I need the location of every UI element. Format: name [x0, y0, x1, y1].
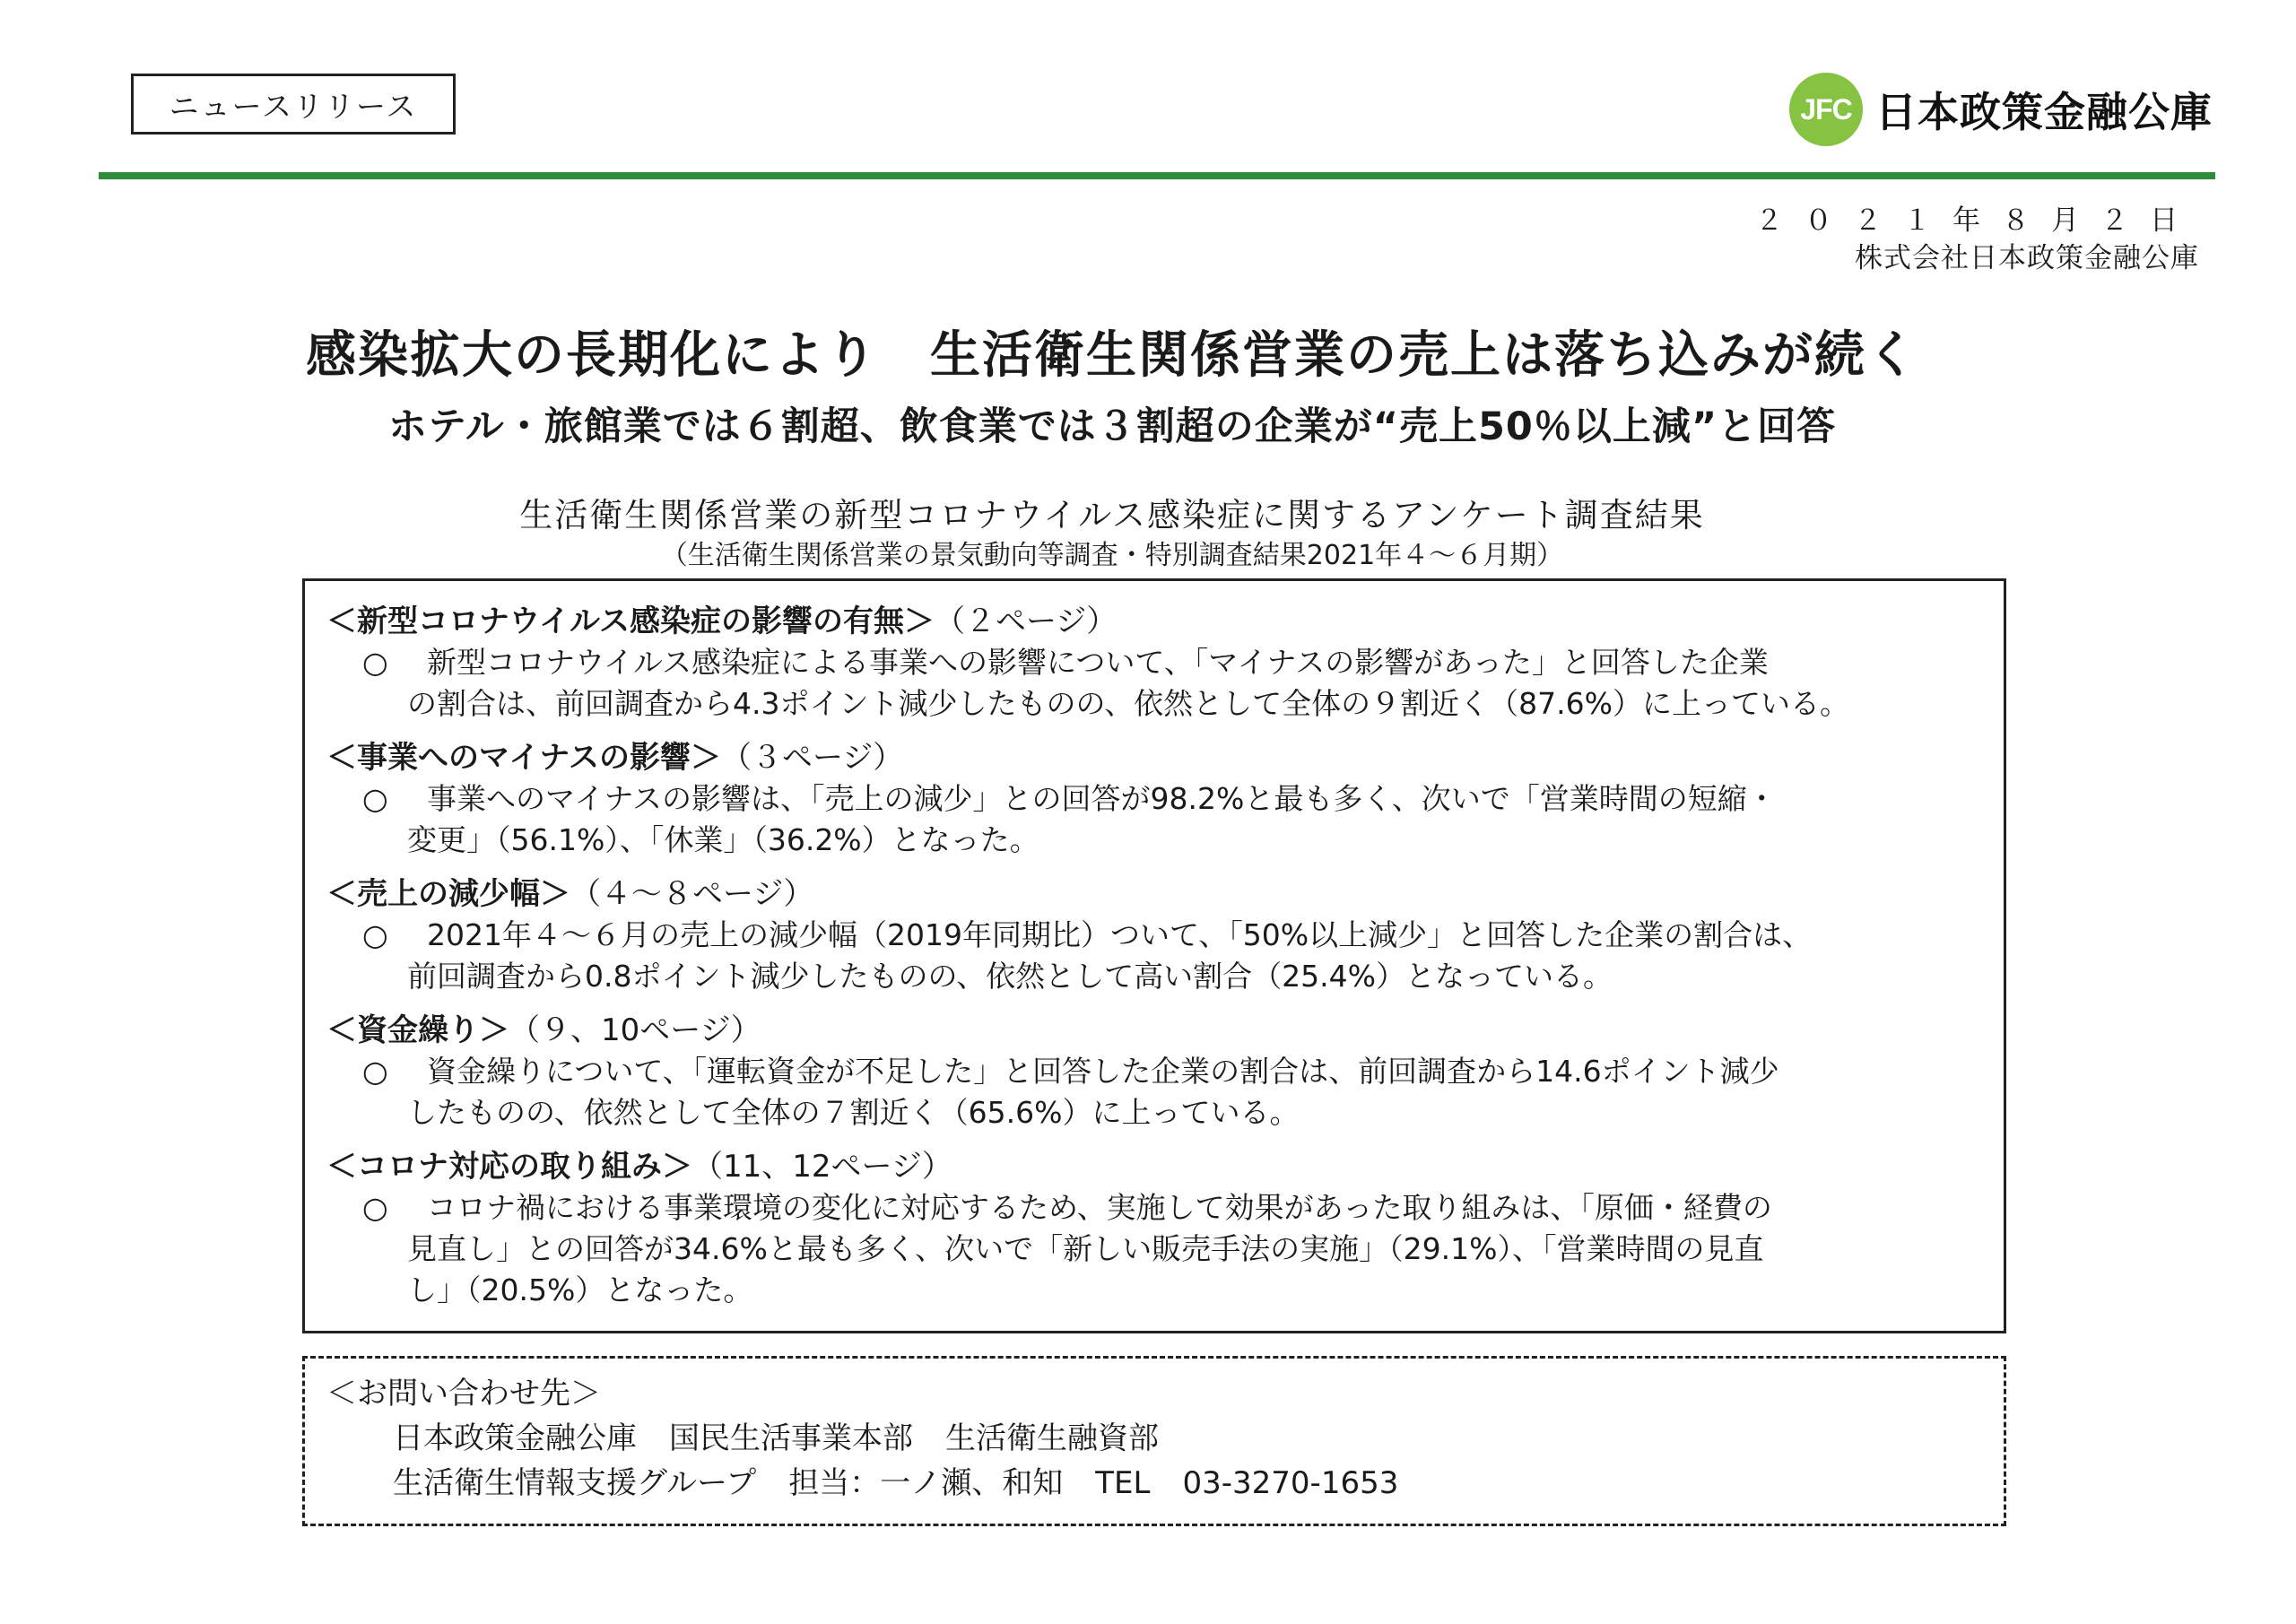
bullet-icon: ○	[362, 1054, 388, 1089]
contact-tel-label: TEL	[1095, 1465, 1151, 1501]
section-line-text: 事業へのマイナスの影響は、「売上の減少」との回答が98.2%と最も多く、次いで「営業時間の短縮・	[427, 781, 1777, 816]
section-heading	[326, 1146, 1986, 1187]
section-title: ＜資金繰り＞	[326, 1012, 509, 1048]
section-body	[326, 642, 1986, 725]
header-divider	[99, 172, 2215, 179]
section-title: ＜事業へのマイナスの影響＞	[326, 740, 721, 776]
news-release-label: ニュースリリース	[169, 88, 418, 124]
survey-subtitle: （生活衛生関係営業の景気動向等調査・特別調査結果2021年４～６月期）	[660, 540, 1564, 571]
section-heading	[326, 601, 1986, 642]
subheadline: ホテル・旅館業では６割超、飲食業では３割超の企業が“売上50％以上減”と回答	[387, 404, 1837, 449]
section-line	[362, 778, 1986, 820]
section-covid-impact	[326, 601, 1986, 725]
section-line: 変更」（56.1%）、「休業」（36.2%）となった。	[407, 822, 1039, 857]
section-line	[362, 1051, 1986, 1092]
section-line-text: コロナ禍における事業環境の変化に対応するため、実施して効果があった取り組みは、「原価・経費の	[427, 1190, 1772, 1225]
contact-box	[302, 1356, 2006, 1526]
section-heading	[326, 737, 1986, 778]
section-body	[326, 915, 1986, 997]
section-cash-flow	[326, 1010, 1986, 1133]
section-line-text: 2021年４～６月の売上の減少幅（2019年同期比）ついて、「50%以上減少」と回答した企業の割合は、	[427, 917, 1813, 952]
bullet-icon: ○	[362, 1190, 388, 1225]
section-title: ＜新型コロナウイルス感染症の影響の有無＞	[326, 604, 935, 639]
section-line: の割合は、前回調査から4.3ポイント減少したものの、依然として全体の９割近く（87.6%）に上っている。	[407, 686, 1849, 721]
contact-org: 日本政策金融公庫	[393, 1420, 637, 1456]
section-pages: （11、12ページ）	[692, 1149, 952, 1185]
jfc-logo-mark	[1789, 73, 1863, 146]
section-title: ＜コロナ対応の取り組み＞	[326, 1149, 692, 1185]
summary-box	[302, 578, 2006, 1333]
bullet-icon: ○	[362, 645, 388, 680]
news-release-tag	[131, 74, 456, 135]
section-line	[362, 1187, 1986, 1229]
issuer-name: 株式会社日本政策金融公庫	[1855, 242, 2199, 274]
section-pages: （４～８ページ）	[570, 876, 814, 912]
bullet-icon: ○	[362, 917, 388, 952]
section-line: 前回調査から0.8ポイント減少したものの、依然として高い割合（25.4%）となっている。	[407, 959, 1613, 994]
section-pages: （９、10ページ）	[509, 1012, 761, 1048]
jfc-logo	[1789, 74, 2213, 145]
survey-title: 生活衛生関係営業の新型コロナウイルス感染症に関するアンケート調査結果	[519, 496, 1705, 534]
section-line: したものの、依然として全体の７割近く（65.6%）に上っている。	[407, 1095, 1300, 1130]
section-heading	[326, 873, 1986, 915]
section-body	[326, 1051, 1986, 1133]
section-line	[362, 642, 1986, 683]
section-pages: （３ページ）	[720, 740, 904, 776]
jfc-logo-mark-text: JFC	[1800, 92, 1852, 126]
contact-person-line	[326, 1461, 1982, 1506]
section-line-text: 資金繰りについて、「運転資金が不足した」と回答した企業の割合は、前回調査から14.6ポイント減少	[427, 1054, 1779, 1089]
contact-org-line	[326, 1416, 1982, 1461]
bullet-icon: ○	[362, 781, 388, 816]
section-title: ＜売上の減少幅＞	[326, 876, 570, 912]
section-pages: （２ページ）	[934, 604, 1118, 639]
contact-group: 生活衛生情報支援グループ	[393, 1465, 757, 1501]
headline: 感染拡大の長期化により 生活衛生関係営業の売上は落ち込みが続く	[306, 326, 1918, 385]
section-line: 見直し」との回答が34.6%と最も多く、次いで「新しい販売手法の実施」（29.1%）、「営業時間の見直	[407, 1231, 1764, 1266]
section-line: し」（20.5%）となった。	[407, 1272, 753, 1307]
section-line-text: 新型コロナウイルス感染症による事業への影響について、「マイナスの影響があった」と回答した企業	[427, 645, 1769, 680]
contact-division: 国民生活事業本部	[669, 1420, 913, 1456]
contact-person: 担当：一ノ瀬、和知	[788, 1465, 1064, 1501]
section-body	[326, 778, 1986, 861]
section-sales-decline	[326, 873, 1986, 997]
section-body	[326, 1187, 1986, 1311]
section-heading	[326, 1010, 1986, 1051]
jfc-logo-name: 日本政策金融公庫	[1875, 88, 2213, 136]
contact-department: 生活衛生融資部	[945, 1420, 1159, 1456]
contact-heading: ＜お問い合わせ先＞	[326, 1376, 601, 1411]
contact-tel: 03-3270-1653	[1182, 1465, 1399, 1501]
section-line	[362, 915, 1986, 956]
section-covid-response	[326, 1146, 1986, 1311]
section-negative-impact	[326, 737, 1986, 861]
release-date: ２０２１年８月２日	[1755, 204, 2199, 237]
